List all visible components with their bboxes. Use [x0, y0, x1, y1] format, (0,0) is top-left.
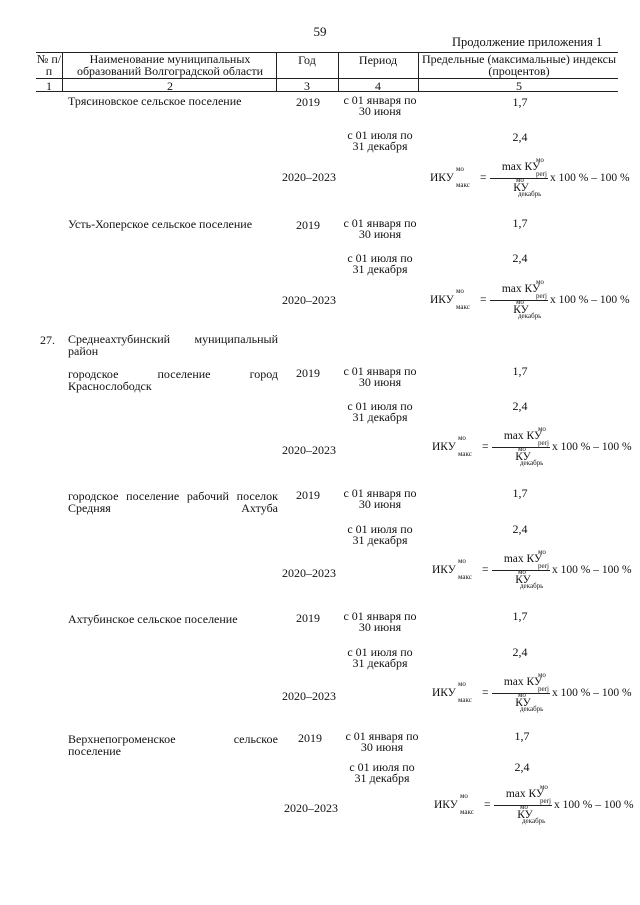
period-cell: с 01 января по 30 июня — [343, 364, 417, 389]
value-cell: 1,7 — [512, 609, 528, 623]
header-limit: Предельные (максимальные) индексы (процентов) — [421, 52, 617, 78]
value-cell: 1,7 — [512, 486, 528, 500]
header-period: Период — [358, 53, 398, 67]
col-number: 4 — [375, 79, 381, 93]
settlement-name: городское поселение рабочий поселок Средняя Ахтуба — [68, 489, 278, 515]
value-cell: 1,7 — [512, 216, 528, 230]
header-year: Год — [298, 53, 316, 67]
value-cell: 2,4 — [512, 522, 528, 536]
col-number: 1 — [46, 79, 52, 93]
value-cell: 2,4 — [512, 130, 528, 144]
year-cell: 2019 — [296, 218, 320, 232]
year-cell: 2019 — [298, 731, 322, 745]
value-cell: 1,7 — [514, 729, 530, 743]
year-cell: 2020–2023 — [282, 566, 336, 580]
period-cell: с 01 июля по 31 декабря — [347, 128, 413, 153]
year-cell: 2019 — [296, 611, 320, 625]
year-cell: 2020–2023 — [284, 801, 338, 815]
value-cell: 1,7 — [512, 95, 528, 109]
value-cell: 1,7 — [512, 364, 528, 378]
settlement-name: Ахтубинское сельское поселение — [68, 612, 238, 626]
period-cell: с 01 января по 30 июня — [343, 216, 417, 241]
period-cell: с 01 января по 30 июня — [345, 729, 419, 754]
settlement-name: Усть-Хоперское сельское поселение — [68, 217, 253, 231]
value-cell: 2,4 — [512, 251, 528, 265]
period-cell: с 01 января по 30 июня — [343, 486, 417, 511]
year-cell: 2019 — [296, 366, 320, 380]
year-cell: 2020–2023 — [282, 170, 336, 184]
section-number: 27. — [40, 333, 55, 347]
continuation-note: Продолжение приложения 1 — [452, 35, 603, 49]
settlement-name: городское поселение город Краснослободск — [68, 367, 278, 393]
col-number: 5 — [516, 79, 522, 93]
header-name: Наименование муниципальных образований Волгоградской области — [76, 52, 264, 78]
year-cell: 2019 — [296, 95, 320, 109]
year-cell: 2020–2023 — [282, 443, 336, 457]
year-cell: 2020–2023 — [282, 293, 336, 307]
period-cell: с 01 января по 30 июня — [343, 93, 417, 118]
value-cell: 2,4 — [512, 645, 528, 659]
period-cell: с 01 января по 30 июня — [343, 609, 417, 634]
value-cell: 2,4 — [514, 760, 530, 774]
settlement-name: Верхнепогроменское сельское поселение — [68, 732, 278, 758]
year-cell: 2020–2023 — [282, 689, 336, 703]
period-cell: с 01 июля по 31 декабря — [349, 760, 415, 785]
col-number: 2 — [167, 79, 173, 93]
period-cell: с 01 июля по 31 декабря — [347, 251, 413, 276]
col-number: 3 — [304, 79, 310, 93]
page-number: 59 — [313, 24, 327, 39]
value-cell: 2,4 — [512, 399, 528, 413]
year-cell: 2019 — [296, 488, 320, 502]
period-cell: с 01 июля по 31 декабря — [347, 399, 413, 424]
settlement-name: Трясиновское сельское поселение — [68, 94, 242, 108]
period-cell: с 01 июля по 31 декабря — [347, 645, 413, 670]
period-cell: с 01 июля по 31 декабря — [347, 522, 413, 547]
district-name: Среднеахтубинский муниципальный район — [68, 332, 278, 358]
header-num: № п/п — [36, 52, 62, 78]
